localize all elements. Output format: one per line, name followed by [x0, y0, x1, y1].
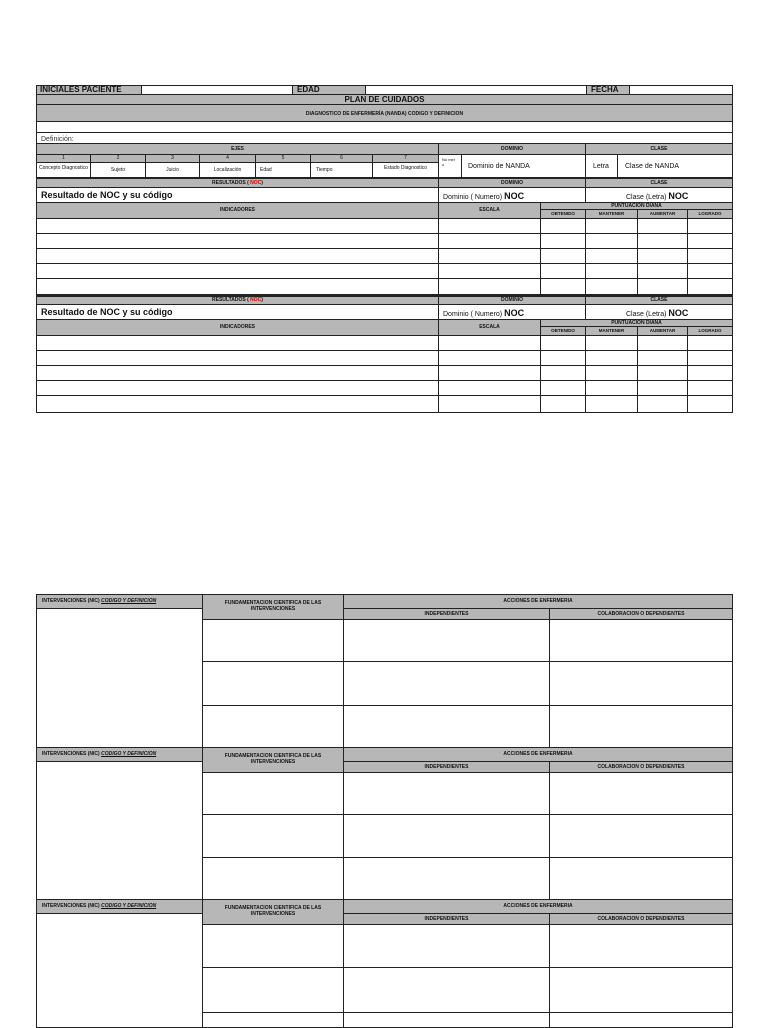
mantener-cell[interactable]	[585, 380, 638, 396]
mantener-cell[interactable]	[585, 248, 638, 264]
aumentar-cell[interactable]	[637, 218, 688, 234]
logrado-cell[interactable]	[687, 248, 733, 264]
obtenido-cell[interactable]	[540, 380, 586, 396]
eje-label-5	[255, 162, 311, 178]
clase-noc-text	[626, 192, 688, 201]
indicadores-label: INDICADORES	[219, 207, 255, 213]
escala-label: ESCALA	[479, 207, 500, 213]
dominio-noc-cell-1[interactable]	[438, 187, 586, 203]
eje-label-7	[372, 162, 439, 178]
nic-prefix: INTERVENCIONES (NIC)	[42, 903, 102, 909]
obtenido-cell[interactable]	[540, 233, 586, 249]
indicador-cell[interactable]	[36, 233, 439, 249]
aumentar-cell[interactable]	[637, 380, 688, 396]
dominio-noc-code: NOC	[504, 191, 525, 201]
escala-cell[interactable]	[438, 335, 541, 351]
indicador-cell[interactable]	[36, 278, 439, 295]
indicador-cell[interactable]	[36, 380, 439, 396]
fundamentacion-cell[interactable]	[202, 661, 344, 706]
indicador-cell[interactable]	[36, 395, 439, 413]
independientes-cell[interactable]	[343, 924, 550, 968]
dominio-nanda-label: Dominio de NANDA	[468, 163, 530, 170]
colaboracion-label: COLABORACION O DEPENDIENTES	[597, 611, 685, 617]
indicador-cell[interactable]	[36, 218, 439, 234]
clase-label: CLASE	[650, 146, 668, 152]
indicador-cell[interactable]	[36, 350, 439, 366]
independientes-label: INDEPENDIENTES	[424, 611, 469, 617]
obtenido-cell[interactable]	[540, 218, 586, 234]
escala-cell[interactable]	[438, 248, 541, 264]
aumentar-label: AUMENTAR	[649, 211, 676, 216]
colaboracion-cell[interactable]	[549, 814, 733, 858]
resultados-title-suffix: )	[261, 180, 263, 186]
clase-noc-code: NOC	[668, 308, 689, 318]
resultados-dominio-label: DOMINIO	[501, 297, 523, 303]
escala-header-1	[438, 202, 541, 219]
fundamentacion-cell[interactable]	[202, 924, 344, 968]
nic-codigo: CODIGO Y DEFINICION	[101, 751, 157, 757]
logrado-cell[interactable]	[687, 263, 733, 279]
acciones-header-3	[343, 899, 733, 914]
indicadores-header-2	[36, 319, 439, 336]
aumentar-label: AUMENTAR	[649, 328, 676, 333]
escala-cell[interactable]	[438, 278, 541, 295]
fundamentacion-cell[interactable]	[202, 619, 344, 662]
mantener-cell[interactable]	[585, 395, 638, 413]
clase-noc-cell-1[interactable]	[585, 187, 733, 203]
indicadores-header-1	[36, 202, 439, 219]
fundamentacion-cell[interactable]	[202, 705, 344, 748]
clase-nanda-cell[interactable]	[617, 154, 733, 178]
aumentar-cell[interactable]	[637, 233, 688, 249]
nic-prefix: INTERVENCIONES (NIC)	[42, 598, 102, 604]
escala-header-2	[438, 319, 541, 336]
numero-label: Nu mer o	[442, 157, 456, 168]
indicador-cell[interactable]	[36, 263, 439, 279]
indicador-cell[interactable]	[36, 365, 439, 381]
nic-codigo: CODIGO Y DEFINICION	[101, 903, 157, 909]
nic-title	[42, 599, 156, 604]
acciones-label: ACCIONES DE ENFERMERIA	[503, 751, 573, 757]
mantener-cell[interactable]	[585, 218, 638, 234]
fundamentacion-cell[interactable]	[202, 857, 344, 900]
eje-label-3-text: Juicio	[166, 167, 179, 173]
resultados-title-prefix: RESULTADOS (	[212, 297, 251, 303]
plan-title: PLAN DE CUIDADOS	[344, 95, 425, 104]
eje-number-1-label: 1	[62, 155, 65, 161]
eje-number-3-label: 3	[171, 155, 174, 161]
fecha-label: FECHA	[591, 85, 619, 94]
obtenido-cell[interactable]	[540, 248, 586, 264]
clase-noc-text	[626, 309, 688, 318]
dominio-noc-cell-2[interactable]	[438, 304, 586, 320]
colaboracion-cell[interactable]	[549, 1012, 733, 1028]
escala-cell[interactable]	[438, 350, 541, 366]
colaboracion-cell[interactable]	[549, 619, 733, 662]
escala-cell[interactable]	[438, 365, 541, 381]
obtenido-label: OBTENIDO	[551, 211, 575, 216]
resultado-noc-cell-2[interactable]	[36, 304, 439, 320]
nic-content-cell[interactable]	[36, 608, 203, 748]
eje-number-4-label: 4	[226, 155, 229, 161]
resultados-title-noc: NOC	[250, 297, 262, 303]
fundamentacion-cell[interactable]	[202, 1012, 344, 1028]
fundamentacion-cell[interactable]	[202, 814, 344, 858]
fundamentacion-cell[interactable]	[202, 967, 344, 1013]
dominio-label: DOMINIO	[501, 146, 523, 152]
nic-prefix: INTERVENCIONES (NIC)	[42, 751, 102, 757]
logrado-cell[interactable]	[687, 350, 733, 366]
eje-number-7-label: 7	[404, 155, 407, 161]
eje-label-1	[36, 162, 91, 178]
eje-number-2-label: 2	[116, 155, 120, 161]
eje-label-2	[90, 162, 146, 178]
puntuacion-label: PUNTUACION DIANA	[611, 320, 662, 326]
aumentar-cell[interactable]	[637, 350, 688, 366]
fundamentacion-header-1	[202, 594, 344, 620]
independientes-cell[interactable]	[343, 772, 550, 815]
eje-label-6	[310, 162, 373, 178]
dominio-noc-prefix: Dominio ( Numero)	[443, 311, 505, 318]
iniciales-label: INICIALES PACIENTE	[40, 85, 122, 94]
aumentar-cell[interactable]	[637, 263, 688, 279]
aumentar-cell[interactable]	[637, 335, 688, 351]
escala-cell[interactable]	[438, 233, 541, 249]
logrado-cell[interactable]	[687, 218, 733, 234]
obtenido-cell[interactable]	[540, 263, 586, 279]
acciones-label: ACCIONES DE ENFERMERIA	[503, 903, 573, 909]
independientes-cell[interactable]	[343, 661, 550, 706]
eje-label-7-text: Estado Diagnostico	[383, 165, 428, 171]
mantener-cell[interactable]	[585, 365, 638, 381]
nic-title	[42, 904, 156, 909]
obtenido-cell[interactable]	[540, 395, 586, 413]
colaboracion-label: COLABORACION O DEPENDIENTES	[597, 764, 685, 770]
nic-title	[42, 752, 156, 757]
mantener-cell[interactable]	[585, 278, 638, 295]
fundamentacion-label: FUNDAMENTACION CIENTIFICA DE LAS INTERVENCIONES	[224, 753, 322, 766]
colaboracion-cell[interactable]	[549, 857, 733, 900]
escala-cell[interactable]	[438, 380, 541, 396]
numero-cell[interactable]	[438, 154, 462, 178]
resultados-title-prefix: RESULTADOS (	[212, 180, 251, 186]
colaboracion-cell[interactable]	[549, 967, 733, 1013]
eje-label-2-text: Sujeto	[110, 167, 126, 173]
indicadores-label: INDICADORES	[219, 324, 255, 330]
aumentar-cell[interactable]	[637, 395, 688, 413]
escala-label: ESCALA	[479, 324, 500, 330]
independientes-cell[interactable]	[343, 814, 550, 858]
mantener-cell[interactable]	[585, 263, 638, 279]
fundamentacion-header-3	[202, 899, 344, 925]
nic-header-2	[36, 747, 203, 762]
resultados-clase-label: CLASE	[650, 297, 668, 303]
ejes-title: EJES	[231, 146, 244, 152]
fundamentacion-label: FUNDAMENTACION CIENTIFICA DE LAS INTERVENCIONES	[224, 600, 322, 613]
logrado-cell[interactable]	[687, 395, 733, 413]
mantener-cell[interactable]	[585, 233, 638, 249]
diagnostico-title: DIAGNOSTICO DE ENFERMERÍA (NANDA) CODIGO Y DEFINICION	[305, 111, 464, 117]
nic-content-cell[interactable]	[36, 761, 203, 900]
aumentar-cell[interactable]	[637, 278, 688, 295]
acciones-header-1	[343, 594, 733, 609]
resultado-noc-label: Resultado de NOC y su código	[41, 190, 173, 200]
definicion-label: Definición:	[41, 136, 74, 143]
logrado-cell[interactable]	[687, 365, 733, 381]
logrado-label: LOGRADO	[698, 211, 722, 216]
resultados-title-2	[37, 298, 438, 303]
independientes-cell[interactable]	[343, 967, 550, 1013]
mantener-label: MANTENER	[598, 328, 625, 333]
dominio-noc-text	[443, 309, 524, 318]
clase-noc-code: NOC	[668, 191, 689, 201]
logrado-cell[interactable]	[687, 233, 733, 249]
colaboracion-cell[interactable]	[549, 924, 733, 968]
eje-label-5-text: Edad	[260, 167, 272, 173]
logrado-label: LOGRADO	[698, 328, 722, 333]
aumentar-cell[interactable]	[637, 365, 688, 381]
obtenido-cell[interactable]	[540, 350, 586, 366]
eje-label-6-text: Tiempo	[316, 167, 333, 173]
colaboracion-cell[interactable]	[549, 705, 733, 748]
logrado-cell[interactable]	[687, 278, 733, 295]
resultados-title-suffix: )	[261, 297, 263, 303]
acciones-label: ACCIONES DE ENFERMERIA	[503, 598, 573, 604]
independientes-cell[interactable]	[343, 1012, 550, 1028]
dominio-nanda-cell[interactable]	[461, 154, 586, 178]
obtenido-cell[interactable]	[540, 335, 586, 351]
escala-cell[interactable]	[438, 263, 541, 279]
eje-label-4	[199, 162, 256, 178]
letra-cell[interactable]	[585, 154, 618, 178]
mantener-label: MANTENER	[598, 211, 625, 216]
edad-label: EDAD	[297, 85, 320, 94]
dominio-noc-code: NOC	[504, 308, 525, 318]
resultado-noc-cell-1[interactable]	[36, 187, 439, 203]
resultados-clase-label: CLASE	[650, 180, 668, 186]
escala-cell[interactable]	[438, 395, 541, 413]
acciones-header-2	[343, 747, 733, 762]
nic-codigo: CODIGO Y DEFINICION	[101, 598, 157, 604]
clase-noc-cell-2[interactable]	[585, 304, 733, 320]
clase-noc-prefix: Clase (Letra)	[626, 194, 669, 201]
letra-label: Letra	[593, 163, 609, 170]
clase-nanda-label: Clase de NANDA	[625, 163, 680, 170]
puntuacion-label: PUNTUACION DIANA	[611, 203, 662, 209]
resultados-title-1	[37, 181, 438, 186]
indicador-cell[interactable]	[36, 335, 439, 351]
fundamentacion-label: FUNDAMENTACION CIENTIFICA DE LAS INTERVENCIONES	[224, 905, 322, 918]
eje-number-5-label: 5	[281, 155, 285, 161]
colaboracion-cell[interactable]	[549, 772, 733, 815]
resultados-title-noc: NOC	[250, 180, 262, 186]
colaboracion-label: COLABORACION O DEPENDIENTES	[597, 916, 685, 922]
nic-header-1	[36, 594, 203, 609]
eje-label-4-text: Localización	[213, 167, 242, 173]
nic-header-3	[36, 899, 203, 914]
mantener-cell[interactable]	[585, 335, 638, 351]
obtenido-cell[interactable]	[540, 278, 586, 295]
eje-label-1-text: Concepto Diagnostico	[39, 165, 88, 171]
eje-number-6-label: 6	[340, 155, 343, 161]
resultado-noc-label: Resultado de NOC y su código	[41, 307, 173, 317]
aumentar-cell[interactable]	[637, 248, 688, 264]
obtenido-cell[interactable]	[540, 365, 586, 381]
independientes-cell[interactable]	[343, 857, 550, 900]
escala-cell[interactable]	[438, 218, 541, 234]
independientes-label: INDEPENDIENTES	[424, 764, 469, 770]
colaboracion-cell[interactable]	[549, 661, 733, 706]
resultados-dominio-label: DOMINIO	[501, 180, 523, 186]
nic-content-cell[interactable]	[36, 913, 203, 1028]
independientes-label: INDEPENDIENTES	[424, 916, 469, 922]
logrado-cell[interactable]	[687, 335, 733, 351]
mantener-cell[interactable]	[585, 350, 638, 366]
eje-label-3	[145, 162, 200, 178]
obtenido-label: OBTENIDO	[551, 328, 575, 333]
logrado-cell[interactable]	[687, 380, 733, 396]
clase-noc-prefix: Clase (Letra)	[626, 311, 669, 318]
indicador-cell[interactable]	[36, 248, 439, 264]
diagnostico-bar	[36, 104, 733, 122]
dominio-noc-prefix: Dominio ( Numero)	[443, 194, 505, 201]
dominio-noc-text	[443, 192, 524, 201]
fundamentacion-cell[interactable]	[202, 772, 344, 815]
independientes-cell[interactable]	[343, 705, 550, 748]
independientes-cell[interactable]	[343, 619, 550, 662]
fundamentacion-header-2	[202, 747, 344, 773]
